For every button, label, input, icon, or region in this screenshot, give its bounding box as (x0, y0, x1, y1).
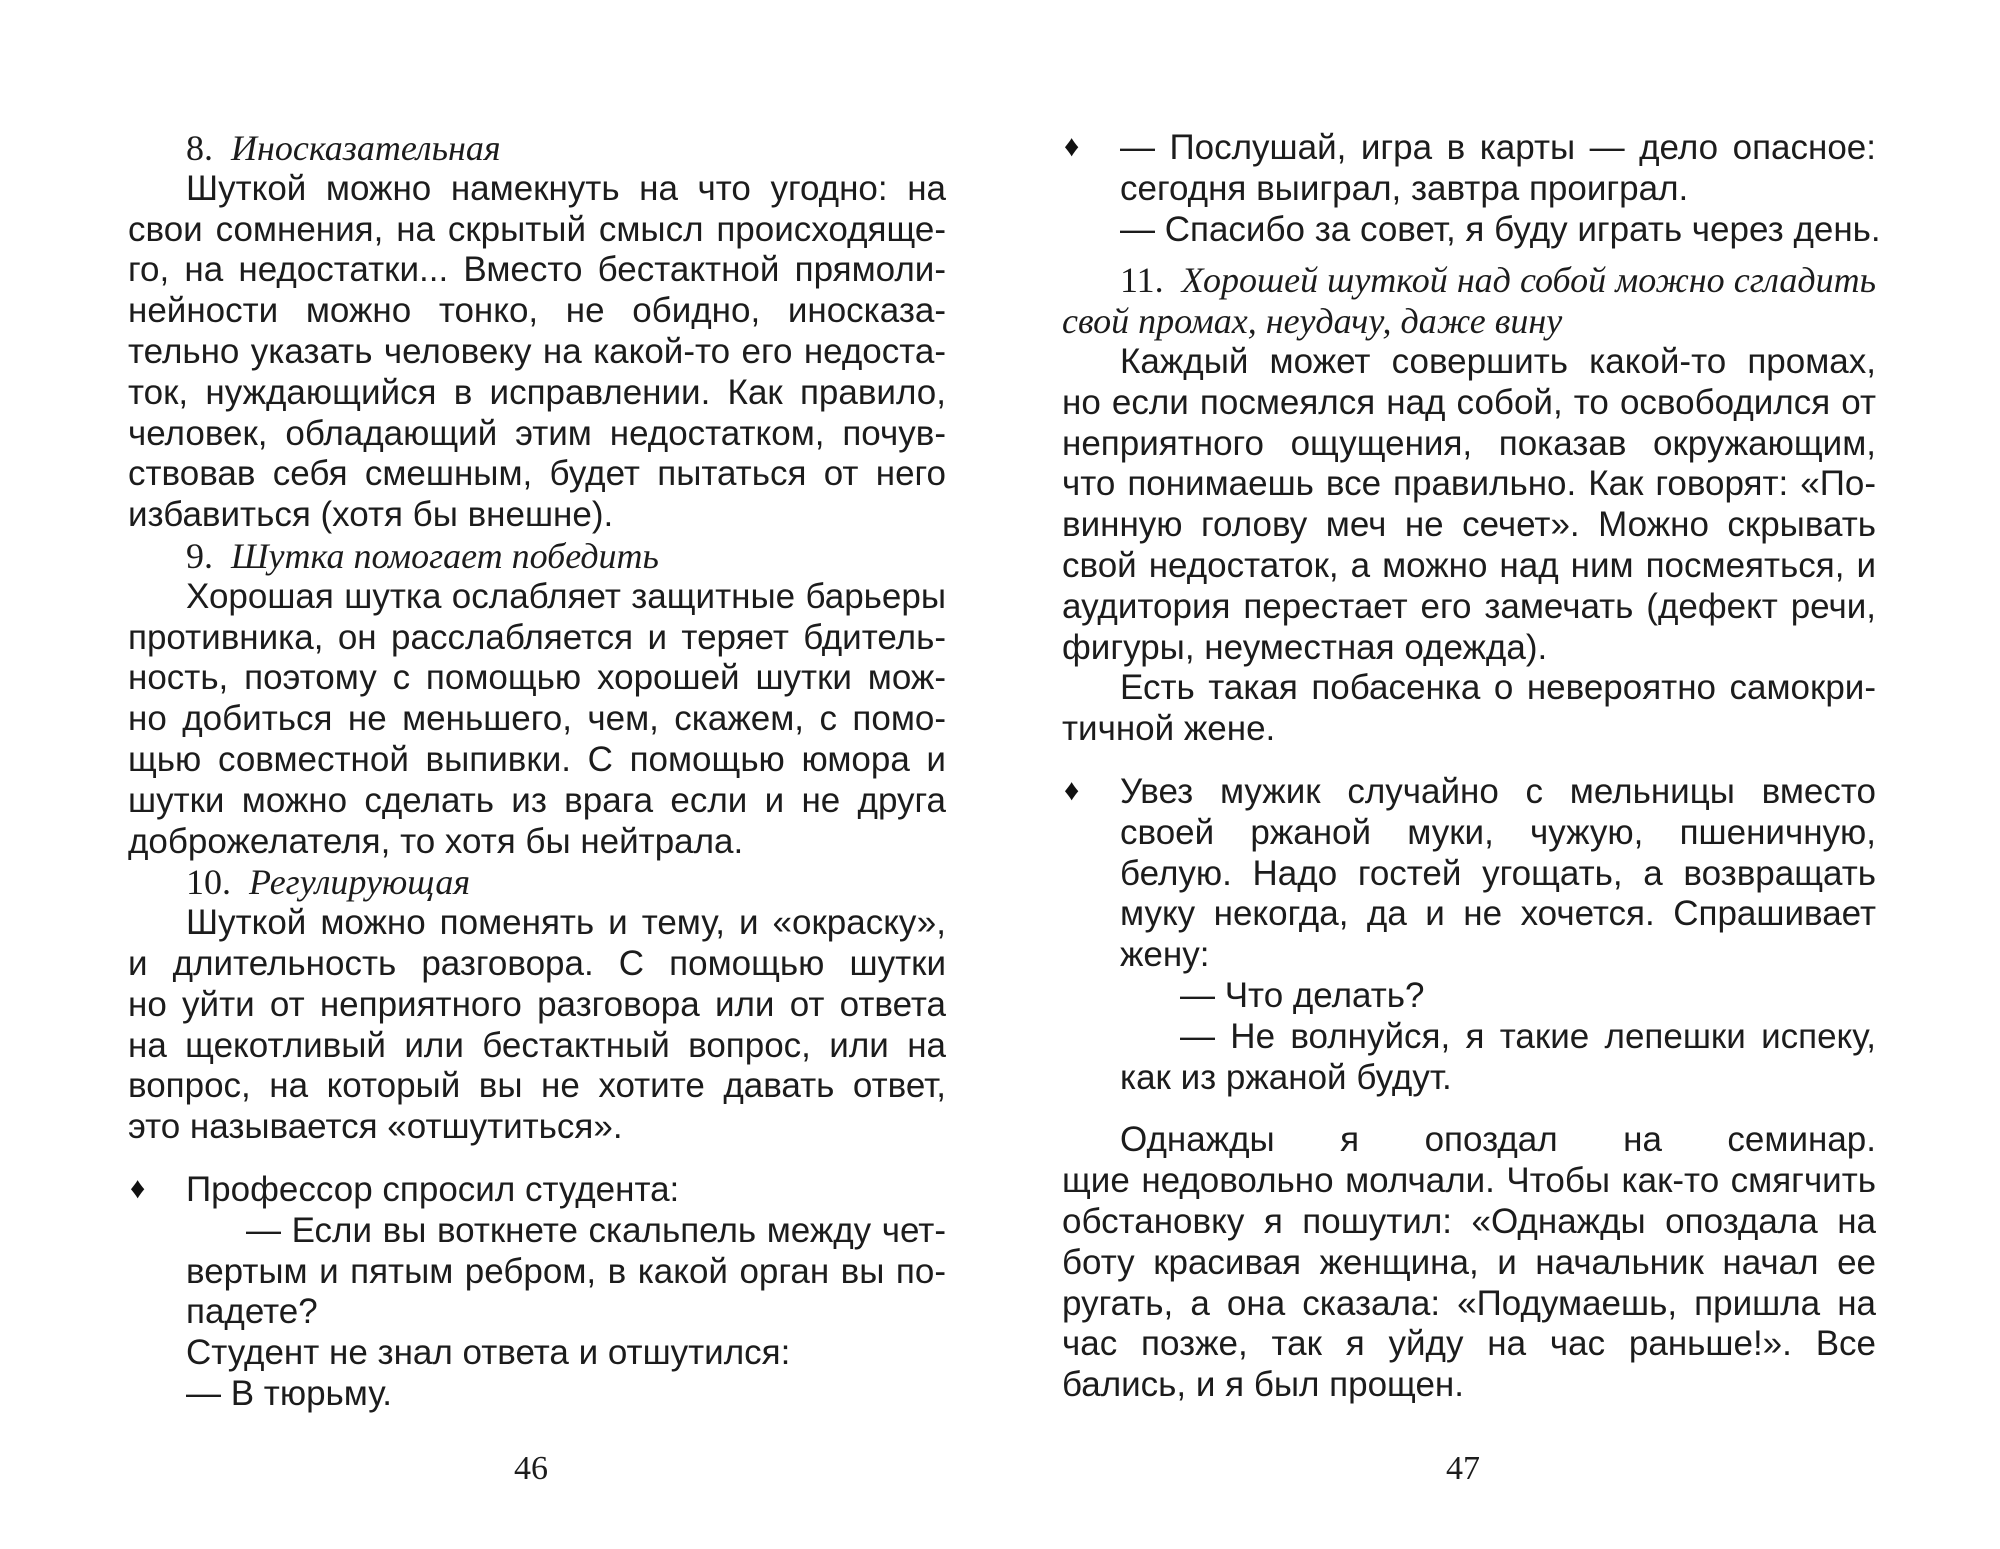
text-line: ток, нуждающийся в исправлении. Как правило, (128, 372, 946, 412)
section-heading-8 (128, 128, 946, 169)
heading-text: Регулирующая (249, 862, 471, 903)
spacer (1062, 750, 1876, 772)
text-line: Хорошая шутка ослабляет защитные барьеры (186, 576, 946, 616)
text-line: щью совместной выпивки. С помощью юмора и (128, 739, 946, 779)
text-line: — Послушай, игра в карты — дело опасное: (1120, 128, 1876, 167)
text-line: нейности можно тонко, не обидно, иносказа- (128, 291, 946, 331)
section-heading-9 (128, 536, 946, 577)
text-line: что понимаешь все правильно. Как говорят: «По- (1062, 464, 1876, 504)
text-line: но добиться не меньшего, чем, скажем, с помо- (128, 699, 946, 739)
text-line: жену: (1120, 935, 1210, 975)
text-line: Однажды я опоздал на семинар. (1120, 1120, 1876, 1160)
text-line: фигуры, неуместная одежда). (1062, 627, 1548, 667)
joke-block (1062, 772, 1876, 1098)
heading-number: 11. (1120, 260, 1164, 301)
text-line: и длительность разговора. С помощью шутки (128, 943, 946, 983)
text-line: ругать, а она сказала: «Подумаешь, пришла на (1062, 1283, 1876, 1323)
joke-block (1062, 128, 1881, 250)
text-line: но уйти от неприятного разговора или от ответа (128, 984, 946, 1024)
text-line: бались, и я был прощен. (1062, 1365, 1464, 1405)
spacer (1062, 250, 1876, 260)
text-line: противника, он расслабляется и теряет бдитель- (128, 617, 946, 657)
text-line: падете? (186, 1292, 318, 1332)
text-line: боту красивая женщина, и начальник начал ее (1062, 1242, 1876, 1282)
text-line: но если посмеялся над собой, то освободился от (1062, 382, 1876, 422)
text-line: своей ржаной муки, чужую, пшеничную, (1120, 812, 1876, 852)
text-line: ствовав себя смешным, будет пытаться от него (128, 454, 946, 494)
spacer (128, 1148, 946, 1170)
spacer (1062, 1098, 1876, 1120)
text-line: — Что делать? (1180, 975, 1425, 1015)
page-number-left: 46 (514, 1450, 548, 1487)
text-line: Профессор спросил студента: (186, 1169, 680, 1209)
text-line: Студент не знал ответа и отшутился: (186, 1333, 791, 1373)
text-line: сегодня выиграл, завтра проиграл. (1120, 168, 1689, 208)
text-line: свой недостаток, а можно над ним посмеяться, и (1062, 545, 1876, 585)
text-line: — Спасибо за совет, я буду играть через день. (1120, 209, 1881, 249)
text-line: тичной жене. (1062, 709, 1276, 749)
heading-number: 8. (186, 128, 213, 168)
text-line: Шуткой можно намекнуть на что угодно: на (186, 168, 946, 208)
page-number-right: 47 (1446, 1450, 1480, 1487)
text-line: вертым и пятым ребром, в какой орган вы по- (186, 1251, 946, 1291)
heading-text: Шутка помогает победить (231, 535, 659, 576)
text-line: винную голову меч не сечет». Можно скрывать (1062, 505, 1876, 545)
text-line: белую. Надо гостей угощать, а возвращать (1120, 853, 1876, 893)
text-line: — Не волнуйся, я такие лепешки испеку, (1180, 1016, 1876, 1056)
text-line: Есть такая побасенка о невероятно самокри- (1120, 668, 1876, 708)
text-line: обстановку я пошутил: «Однажды опоздала на (1062, 1201, 1876, 1241)
section-heading-11-cont: свой промах, неудачу, даже вину (1062, 301, 1563, 342)
text-line: го, на недостатки... Вместо бестактной прямоли- (128, 250, 946, 290)
text-line: Каждый может совершить какой-то промах, (1120, 341, 1876, 381)
text-line: это называется «отшутиться». (128, 1107, 623, 1147)
text-line: Увез мужик случайно с мельницы вместо (1120, 771, 1876, 811)
heading-text: Иносказательная (231, 128, 501, 168)
right-page (1062, 128, 1881, 1406)
heading-number: 10. (186, 862, 231, 903)
text-line: час позже, так я уйду на час раньше!». Все (1062, 1324, 1876, 1364)
text-line: на щекотливый или бестактный вопрос, или на (128, 1025, 946, 1065)
text-line: неприятного ощущения, показав окружающим, (1062, 423, 1876, 463)
text-line: — Если вы воткнете скальпель между чет- (246, 1210, 946, 1250)
text-line: шутки можно сделать из врага если и не друга (128, 780, 946, 820)
text-line: как из ржаной будут. (1120, 1057, 1452, 1097)
joke-block (128, 1170, 946, 1415)
heading-text: Хорошей шуткой над собой можно сгладить (1181, 260, 1876, 301)
diamond-bullet-icon: ♦ (1064, 773, 1080, 807)
text-line: вопрос, на который вы не хотите давать ответ, (128, 1066, 946, 1106)
text-line: тельно указать человеку на какой-то его недоста- (128, 331, 946, 371)
heading-number: 9. (186, 535, 213, 576)
text-line: аудитория перестает его замечать (дефект речи, (1062, 586, 1876, 626)
diamond-bullet-icon: ♦ (130, 1171, 146, 1205)
text-line: муку некогда, да и не хочется. Спрашивает (1120, 894, 1876, 934)
text-line: ность, поэтому с помощью хорошей шутки мож- (128, 658, 946, 698)
text-line: Шуткой можно поменять и тему, и «окраску», (186, 903, 946, 943)
section-heading-10 (128, 862, 946, 903)
left-page (128, 128, 946, 1415)
text-line: доброжелателя, то хотя бы нейтрала. (128, 821, 744, 861)
text-line: человек, обладающий этим недостатком, почув- (128, 413, 946, 453)
text-line: избавиться (хотя бы внешне). (128, 495, 614, 535)
text-line: щие недовольно молчали. Чтобы как-то смягчить (1062, 1161, 1876, 1201)
diamond-bullet-icon: ♦ (1064, 130, 1080, 163)
text-line: — В тюрьму. (186, 1373, 392, 1413)
text-line: свои сомнения, на скрытый смысл происходяще- (128, 209, 946, 249)
section-heading-11 (1062, 260, 1876, 301)
